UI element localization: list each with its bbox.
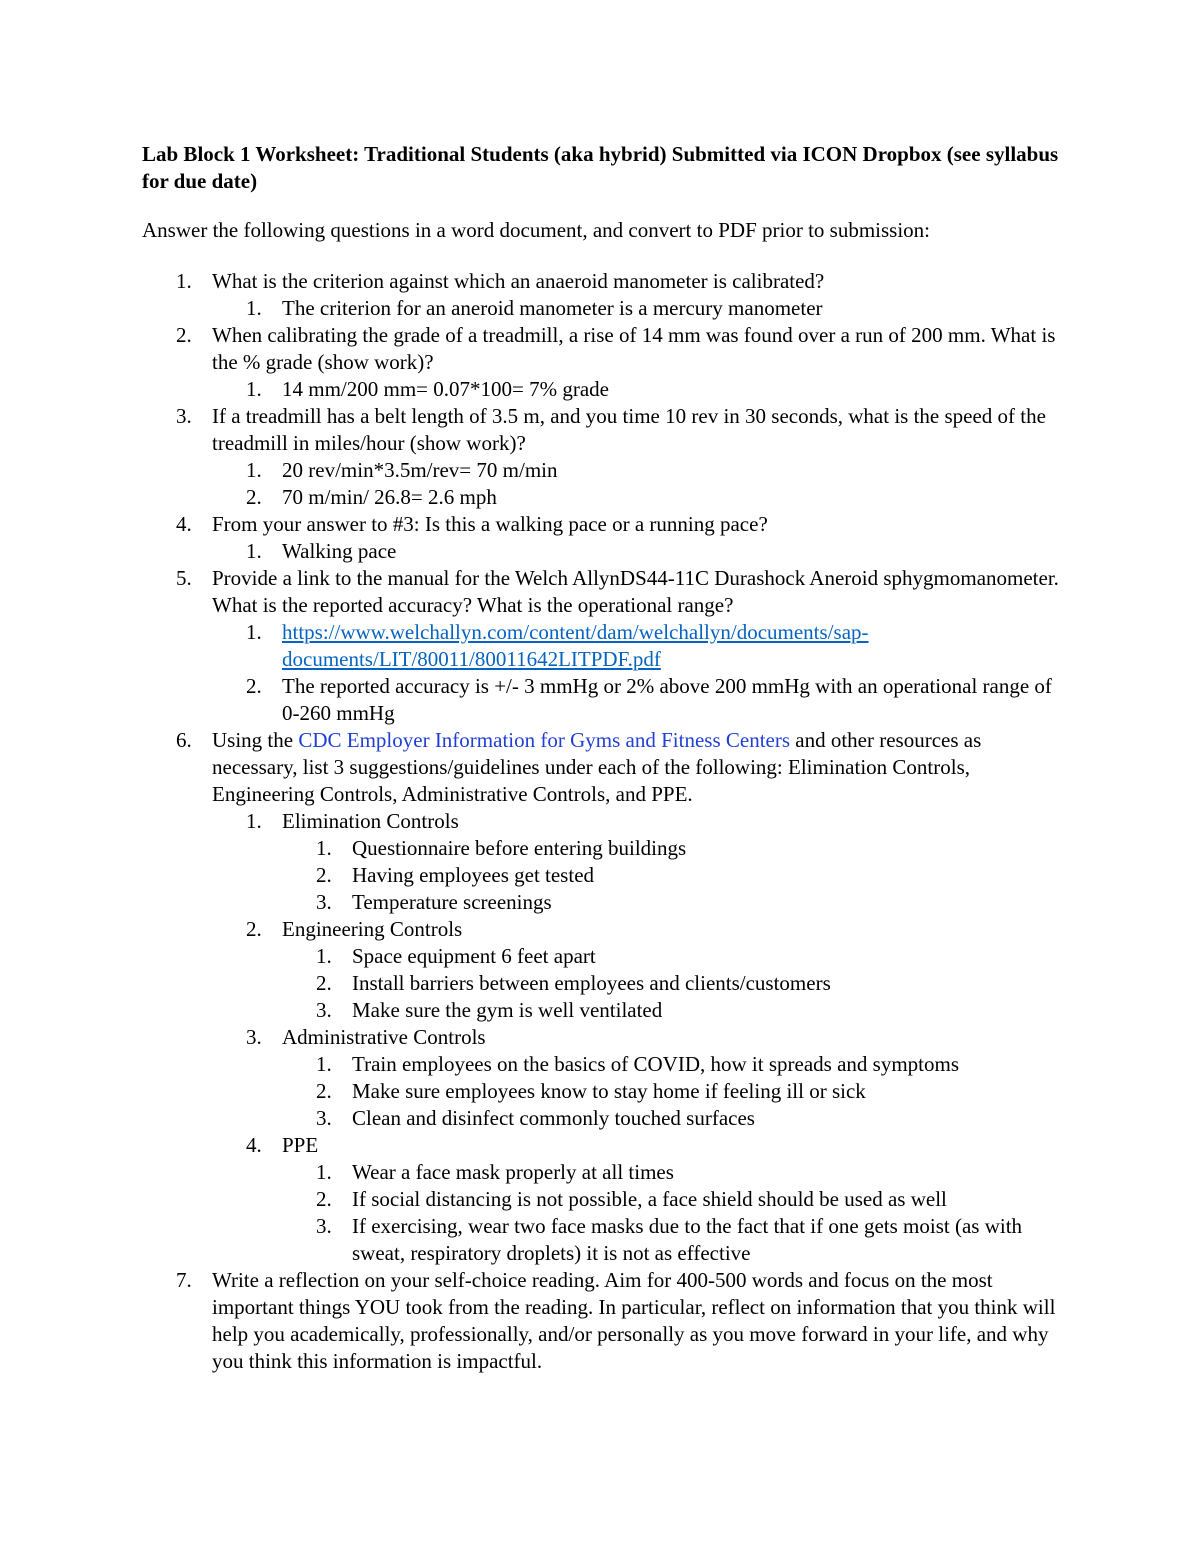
- answer-item: 1. Walking pace: [246, 539, 397, 563]
- list-item: 1. Space equipment 6 feet apart: [316, 944, 596, 968]
- instructions: Answer the following questions in a word document, and convert to PDF prior to submission:: [142, 218, 931, 242]
- answer-item: 1. https://www.welchallyn.com/content/dam/welchallyn/documents/sap-documents/LIT/80011/80011642LITPDF.pdf: [246, 620, 869, 671]
- question-number: 1.: [176, 269, 192, 293]
- list-item: 2. Having employees get tested: [316, 863, 595, 887]
- question-text: Provide a link to the manual for the Welch AllynDS44-11C Durashock Aneroid sphygmomanometer. What is the reported accuracy? What is the operational range?: [212, 566, 1059, 617]
- question-text: If a treadmill has a belt length of 3.5 m, and you time 10 rev in 30 seconds, what is the speed of the treadmill in miles/hour (show work)?: [212, 404, 1046, 455]
- list-item: 2. Install barriers between employees and clients/customers: [316, 971, 831, 995]
- answer-item: 1. 20 rev/min*3.5m/rev= 70 m/min: [246, 458, 558, 482]
- engineering-controls: 2. Engineering Controls 1. Space equipment 6 feet apart 2. Install barriers between employees and clients/customers 3. Make sure the gym is well ventilated: [212, 916, 1072, 1024]
- question-4: [142, 511, 1072, 565]
- question-number: 3.: [176, 404, 192, 428]
- question-number: 5.: [176, 566, 192, 590]
- question-1: [142, 268, 1072, 322]
- list-item: 2. If social distancing is not possible, a face shield should be used as well: [316, 1187, 947, 1211]
- answer-item: 1. The criterion for an aneroid manometer is a mercury manometer: [246, 296, 823, 320]
- question-3: [142, 403, 1072, 511]
- question-6: [142, 727, 1072, 1267]
- list-item: 1. Wear a face mask properly at all times: [316, 1160, 674, 1184]
- answer-item: 1. 14 mm/200 mm= 0.07*100= 7% grade: [246, 377, 609, 401]
- worksheet-title: Lab Block 1 Worksheet: Traditional Students (aka hybrid) Submitted via ICON Dropbox (see syllabus for due date): [142, 142, 1059, 193]
- question-text: Using the CDC Employer Information for Gyms and Fitness Centers and other resources as necessary, list 3 suggestions/guidelines under each of the following: Elimination Controls, Engineering Controls, Administrative Controls, and PPE.: [212, 728, 982, 806]
- manual-link[interactable]: https://www.welchallyn.com/content/dam/welchallyn/documents/sap-documents/LIT/80011/80011642LITPDF.pdf: [282, 620, 869, 671]
- list-item: 3. Make sure the gym is well ventilated: [316, 998, 663, 1022]
- question-2: [142, 322, 1072, 403]
- question-text: Write a reflection on your self-choice reading. Aim for 400-500 words and focus on the most important things YOU took from the reading. In particular, reflect on information that you think will help you academically, professionally, and/or personally as you move forward in your life, and why you think this information is impactful.: [212, 1268, 1056, 1373]
- question-number: 6.: [176, 728, 192, 752]
- question-5: [142, 565, 1072, 727]
- answer-item: 2. The reported accuracy is +/- 3 mmHg or 2% above 200 mmHg with an operational range of 0-260 mmHg: [246, 674, 1052, 725]
- question-text: What is the criterion against which an anaeroid manometer is calibrated?: [212, 269, 825, 293]
- list-item: 2. Make sure employees know to stay home if feeling ill or sick: [316, 1079, 866, 1103]
- list-item: 1. Questionnaire before entering buildings: [316, 836, 687, 860]
- list-item: 3. Temperature screenings: [316, 890, 552, 914]
- list-item: 1. Train employees on the basics of COVID, how it spreads and symptoms: [316, 1052, 959, 1076]
- question-number: 7.: [176, 1268, 192, 1292]
- question-text: When calibrating the grade of a treadmill, a rise of 14 mm was found over a run of 200 mm. What is the % grade (show work)?: [212, 323, 1056, 374]
- administrative-controls: 3. Administrative Controls 1. Train employees on the basics of COVID, how it spreads and symptoms 2. Make sure employees know to stay home if feeling ill or sick 3. Clean and disinfect commonly touched surfaces: [212, 1024, 1072, 1132]
- question-list: [142, 268, 1072, 1375]
- cdc-link[interactable]: CDC Employer Information for Gyms and Fitness Centers: [298, 728, 791, 752]
- question-7: [142, 1267, 1072, 1375]
- question-number: 2.: [176, 323, 192, 347]
- question-number: 4.: [176, 512, 192, 536]
- elimination-controls: 1. Elimination Controls 1. Questionnaire before entering buildings 2. Having employees get tested 3. Temperature screenings: [212, 808, 1072, 916]
- ppe-controls: 4. PPE 1. Wear a face mask properly at all times 2. If social distancing is not possible, a face shield should be used as well 3. If exercising, wear two face masks due to the fact that if one gets moist (as with sweat, respiratory droplets) it is not as effective: [212, 1132, 1072, 1267]
- list-item: 3. Clean and disinfect commonly touched surfaces: [316, 1106, 755, 1130]
- answer-item: 2. 70 m/min/ 26.8= 2.6 mph: [246, 485, 497, 509]
- list-item: 3. If exercising, wear two face masks due to the fact that if one gets moist (as with sweat, respiratory droplets) it is not as effective: [316, 1214, 1023, 1265]
- question-text: From your answer to #3: Is this a walking pace or a running pace?: [212, 512, 768, 536]
- document-page: [142, 141, 1072, 1375]
